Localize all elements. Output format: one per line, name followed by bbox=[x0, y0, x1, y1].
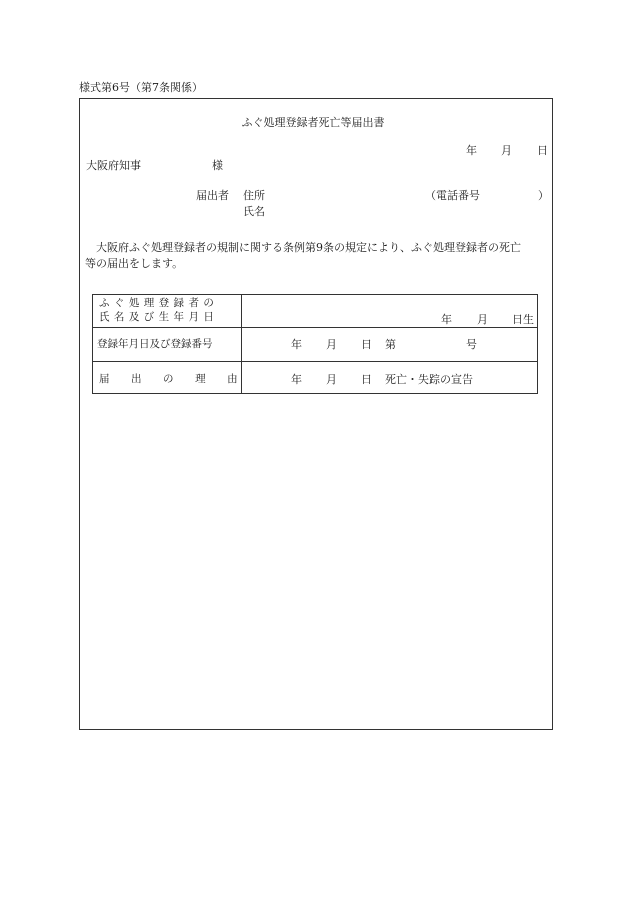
row1-label-line2: 氏名及び生年月日 bbox=[99, 311, 219, 323]
row1-label-line1: ふぐ処理登録者の bbox=[99, 297, 219, 309]
row3-month-label: 月 bbox=[326, 373, 337, 386]
row2-year-label: 年 bbox=[291, 338, 302, 351]
notifier-label: 届出者 bbox=[196, 189, 229, 202]
row2-label: 登録年月日及び登録番号 bbox=[97, 338, 213, 350]
body-text-line2: 等の届出をします。 bbox=[85, 257, 184, 270]
table-row-divider-2 bbox=[92, 361, 538, 362]
table-row-divider-1 bbox=[92, 327, 538, 328]
form-title: ふぐ処理登録者死亡等届出書 bbox=[241, 116, 385, 129]
phone-label-open: （電話番号 bbox=[425, 189, 480, 202]
addressee-name: 大阪府知事 bbox=[86, 159, 141, 172]
row3-day-label: 日 bbox=[361, 373, 372, 386]
row2-number-prefix: 第 bbox=[385, 338, 396, 351]
row2-number-suffix: 号 bbox=[466, 338, 477, 351]
date-year-label: 年 bbox=[466, 144, 477, 157]
body-text-line1: 大阪府ふぐ処理登録者の規制に関する条例第9条の規定により、ふぐ処理登録者の死亡 bbox=[96, 241, 521, 254]
address-label: 住所 bbox=[243, 189, 265, 202]
row1-month-label: 月 bbox=[477, 313, 488, 326]
row2-month-label: 月 bbox=[326, 338, 337, 351]
phone-label-close: ） bbox=[538, 189, 549, 202]
row2-day-label: 日 bbox=[361, 338, 372, 351]
addressee-honorific: 様 bbox=[212, 159, 223, 172]
row3-year-label: 年 bbox=[291, 373, 302, 386]
row3-reason: 死亡・失踪の宣告 bbox=[385, 373, 473, 386]
row3-label: 届出の理由 bbox=[99, 373, 260, 385]
row1-day-birth-label: 日生 bbox=[512, 313, 534, 326]
name-label: 氏名 bbox=[243, 205, 265, 218]
date-month-label: 月 bbox=[501, 144, 512, 157]
form-number-label: 様式第6号（第7条関係） bbox=[79, 81, 203, 94]
date-day-label: 日 bbox=[537, 144, 548, 157]
row1-year-label: 年 bbox=[441, 313, 452, 326]
form-frame bbox=[79, 98, 553, 730]
